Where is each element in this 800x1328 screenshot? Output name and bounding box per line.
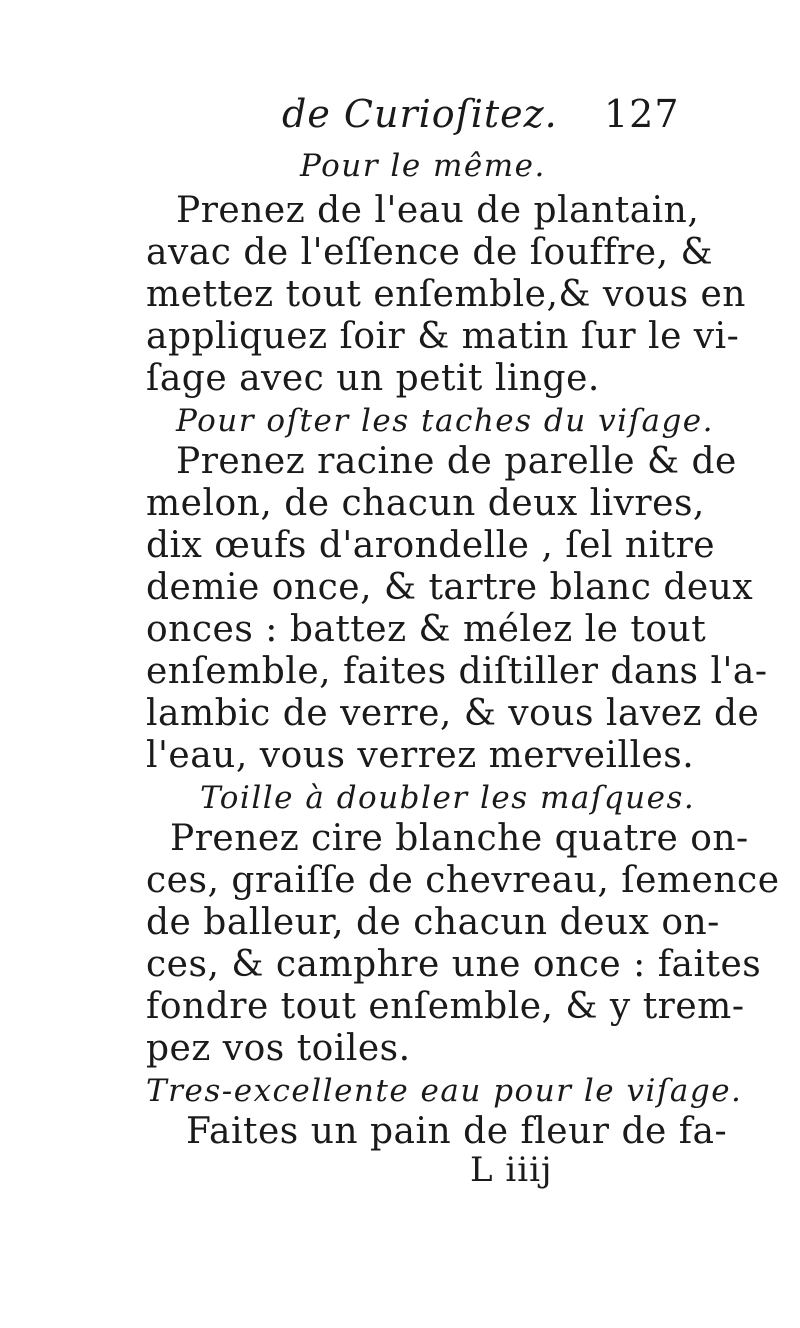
text-line: l'eau, vous verrez merveilles. (146, 735, 695, 776)
text-line: demie once, & tartre blanc deux (146, 567, 754, 608)
running-head: de Curioſitez. (282, 92, 558, 136)
text-line: Faites un pain de fleur de fa- (186, 1111, 728, 1152)
text-line: dix œufs d'arondelle , ſel nitre (146, 525, 716, 566)
recipe-heading: Tres-excellente eau pour le viſage. (146, 1073, 743, 1109)
recipe-heading: Toille à doubler les maſques. (200, 780, 696, 816)
text-line: mettez tout enſemble,& vous en (146, 274, 746, 315)
text-line: fondre tout enſemble, & y trem- (146, 986, 745, 1027)
text-line: avac de l'eſſence de ſouffre, & (146, 232, 713, 273)
text-line: ces, graiſſe de chevreau, ſemence (146, 860, 780, 901)
text-line: Prenez cire blanche quatre on- (170, 818, 749, 859)
text-line: lambic de verre, & vous lavez de (146, 693, 760, 734)
text-line: appliquez ſoir & matin ſur le vi- (146, 316, 740, 357)
text-line: enſemble, faites diſtiller dans l'a- (146, 651, 768, 692)
text-line: onces : battez & mélez le tout (146, 609, 707, 650)
text-line: de balleur, de chacun deux on- (146, 902, 720, 943)
text-line: ſage avec un petit linge. (146, 358, 600, 399)
page-number: 127 (604, 92, 680, 136)
text-line: pez vos toiles. (146, 1028, 411, 1069)
text-line: melon, de chacun deux livres, (146, 483, 705, 524)
recipe-heading: Pour oſter les taches du viſage. (176, 403, 715, 439)
signature-mark: L iiij (470, 1150, 553, 1190)
page-header (282, 92, 682, 152)
text-line: Prenez racine de parelle & de (176, 441, 737, 482)
text-line: Prenez de l'eau de plantain, (176, 190, 700, 231)
text-line: ces, & camphre une once : faites (146, 944, 762, 985)
recipe-heading: Pour le même. (300, 148, 546, 184)
